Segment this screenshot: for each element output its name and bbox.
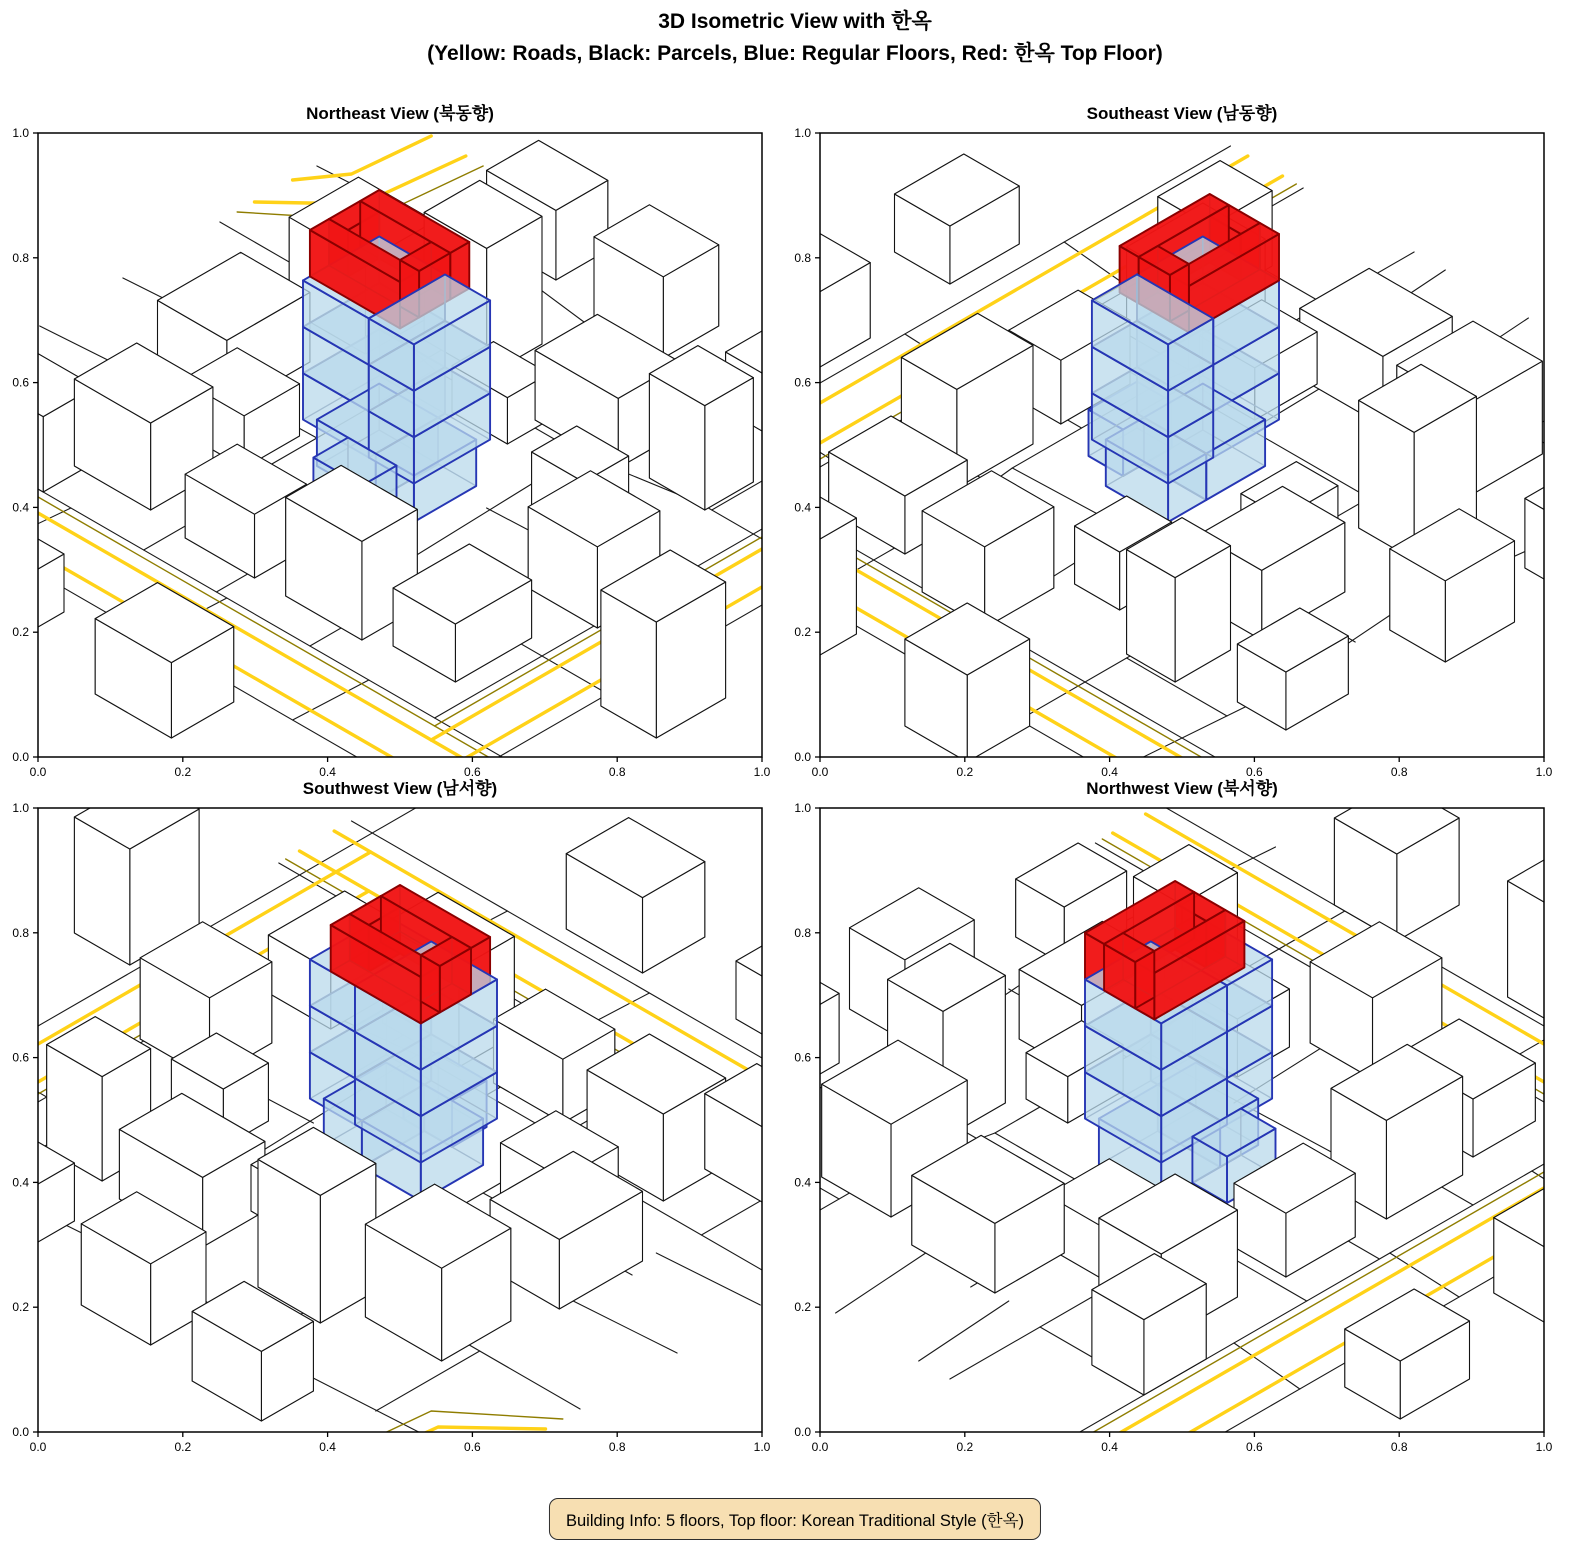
neighbor-building	[0, 1127, 12, 1213]
subplot-southeast	[764, 99, 1556, 799]
x-tick-label: 0.0	[811, 1440, 829, 1454]
y-tick-label: 0.6	[12, 375, 29, 390]
x-tick-label: 0.4	[1101, 1440, 1118, 1454]
subplot-title-northeast: Northeast View (북동향)	[306, 104, 494, 123]
neighbor-building	[0, 546, 9, 644]
y-tick-label: 1.0	[794, 126, 811, 140]
subplot-title-northwest: Northwest View (북서향)	[1086, 779, 1278, 798]
y-tick-label: 0.8	[794, 250, 811, 265]
x-tick-label: 0.8	[1390, 765, 1408, 779]
neighbor-building	[764, 227, 808, 346]
y-tick-label: 0.2	[12, 625, 29, 640]
parcel-line	[836, 1253, 926, 1313]
x-tick-label: 0.4	[319, 765, 336, 779]
scene-layer-3	[764, 800, 1556, 1468]
scene-layer-0	[0, 136, 774, 793]
neighbor-building	[0, 906, 33, 1029]
subplot-canvas-northwest	[764, 800, 1556, 1468]
x-tick-label: 1.0	[753, 765, 771, 779]
neighbor-building	[764, 271, 794, 382]
y-tick-label: 0.4	[794, 1175, 811, 1190]
subplot-southwest	[0, 774, 774, 1474]
y-tick-label: 0.6	[12, 1050, 29, 1065]
y-tick-label: 0.8	[12, 925, 29, 940]
neighbor-building	[1525, 498, 1556, 598]
x-tick-label: 0.8	[1390, 1440, 1408, 1454]
building-info-text: Building Info: 5 floors, Top floor: Korean Traditional Style (한옥)	[565, 1512, 1025, 1530]
parcel-line	[376, 1351, 480, 1411]
x-tick-label: 0.6	[1246, 765, 1263, 779]
y-tick-label: 1.0	[12, 126, 29, 140]
x-tick-label: 0.8	[608, 1440, 626, 1454]
y-tick-label: 0.2	[12, 1300, 29, 1315]
x-tick-label: 0.2	[174, 765, 192, 779]
y-tick-label: 0.2	[794, 625, 811, 640]
building-info-box	[549, 1498, 1041, 1540]
x-tick-label: 0.2	[956, 765, 974, 779]
y-tick-label: 0.0	[12, 750, 29, 764]
parcel-line	[573, 1301, 677, 1353]
x-tick-label: 0.0	[29, 1440, 47, 1454]
x-tick-label: 0.4	[1101, 765, 1118, 779]
parcel-line	[764, 416, 832, 460]
x-tick-label: 0.4	[319, 1440, 336, 1454]
subplot-northwest	[764, 774, 1556, 1474]
neighbor-building	[764, 1003, 770, 1103]
y-tick-label: 0.4	[794, 500, 811, 515]
y-tick-label: 0.0	[794, 750, 811, 764]
neighbor-building	[764, 510, 801, 666]
parcel-line	[919, 1301, 1009, 1361]
y-tick-label: 0.8	[12, 250, 29, 265]
parcel-line	[1390, 1253, 1459, 1297]
neighbor-building	[0, 906, 33, 978]
x-tick-label: 0.8	[608, 765, 626, 779]
parcel-line	[656, 1253, 760, 1305]
x-tick-label: 0.6	[464, 765, 481, 779]
neighbor-building	[801, 518, 856, 666]
neighbor-building	[0, 381, 43, 492]
road-edge-line	[317, 1411, 563, 1465]
y-tick-label: 0.8	[794, 925, 811, 940]
neighbor-building	[1508, 881, 1556, 1037]
subplot-canvas-southwest	[0, 800, 774, 1468]
x-tick-label: 0.0	[29, 765, 47, 779]
y-tick-label: 0.4	[12, 500, 29, 515]
figure-title-line1: 3D Isometric View with 한옥	[658, 10, 932, 33]
figure-title-line2: (Yellow: Roads, Black: Parcels, Blue: Regular Floors, Red: 한옥 Top Floor)	[427, 41, 1163, 65]
subplot-canvas-southeast	[764, 125, 1556, 793]
x-tick-label: 1.0	[753, 1440, 771, 1454]
x-tick-label: 0.6	[1246, 1440, 1263, 1454]
x-tick-label: 0.2	[956, 1440, 974, 1454]
subplot-title-southwest: Southwest View (남서향)	[302, 779, 498, 798]
neighbor-building	[0, 1155, 26, 1249]
road-line	[369, 1451, 508, 1468]
y-tick-label: 0.2	[794, 1300, 811, 1315]
y-tick-label: 0.4	[12, 1175, 29, 1190]
neighbor-building	[764, 963, 787, 1073]
x-tick-label: 1.0	[1535, 1440, 1553, 1454]
x-tick-label: 0.6	[464, 1440, 481, 1454]
subplot-northeast	[0, 99, 774, 799]
scene-layer-1	[764, 146, 1556, 793]
neighbor-building	[0, 942, 33, 1065]
y-tick-label: 1.0	[12, 801, 29, 815]
y-tick-label: 0.6	[794, 1050, 811, 1065]
road-line	[293, 136, 432, 180]
subplot-title-southeast: Southeast View (남동향)	[1086, 104, 1278, 123]
x-tick-label: 1.0	[1535, 765, 1553, 779]
parcel-line	[293, 680, 369, 720]
scene-layer-2	[0, 800, 774, 1468]
subplot-canvas-northeast	[0, 125, 774, 793]
figure-title	[0, 6, 1590, 69]
road-line	[334, 1427, 545, 1468]
y-tick-label: 0.0	[794, 1425, 811, 1439]
neighbor-building	[0, 351, 33, 456]
y-tick-label: 1.0	[794, 801, 811, 815]
x-tick-label: 0.0	[811, 765, 829, 779]
x-tick-label: 0.2	[174, 1440, 192, 1454]
y-tick-label: 0.6	[794, 375, 811, 390]
neighbor-building	[764, 478, 787, 626]
y-tick-label: 0.0	[12, 1425, 29, 1439]
